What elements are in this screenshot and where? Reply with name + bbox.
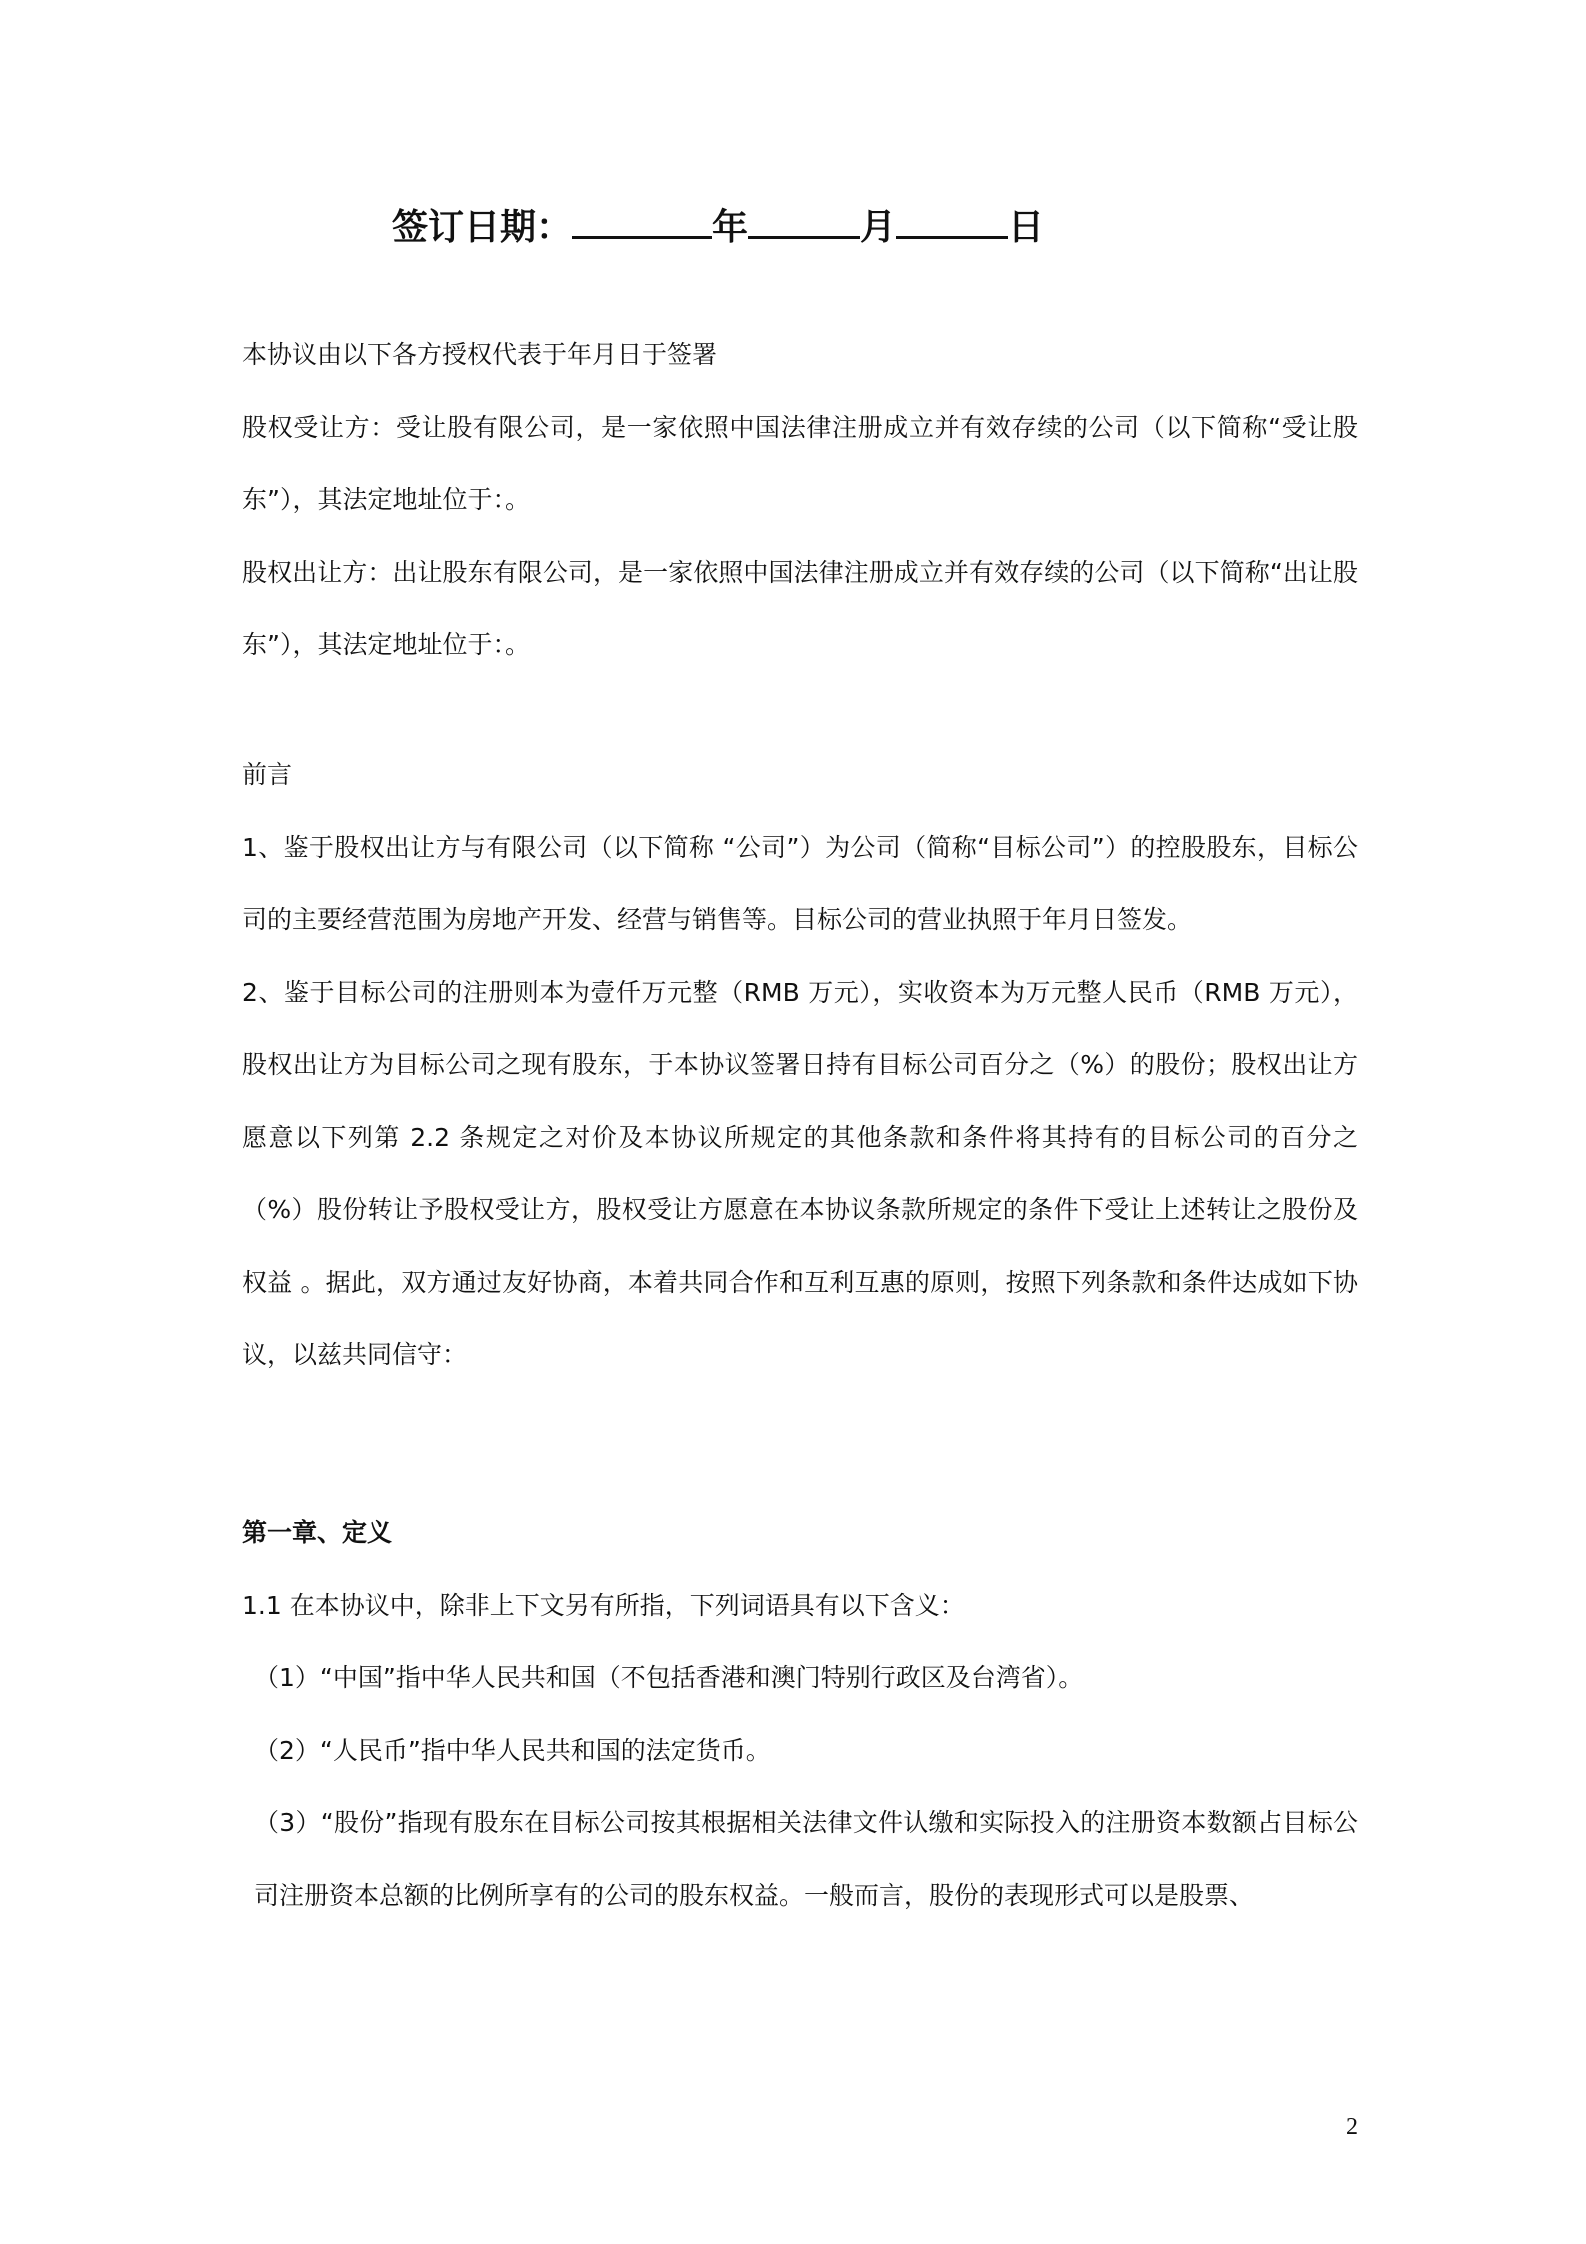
month-blank bbox=[748, 196, 860, 239]
clause-1-1: 1.1 在本协议中，除非上下文另有所指，下列词语具有以下含义： bbox=[242, 1590, 965, 1620]
intro-section bbox=[242, 319, 1358, 682]
chapter-1-heading: 第一章、定义 bbox=[242, 1518, 393, 1547]
definition-shares: （3）“股份”指现有股东在目标公司按其根据相关法律文件认缴和实际投入的注册资本数额占目标公司注册资本总额的比例所享有的公司的股东权益。一般而言，股份的表现形式可以是股票、 bbox=[254, 1808, 1358, 1910]
preamble-clause-2: 2、鉴于目标公司的注册则本为壹仟万元整（RMB 万元），实收资本为万元整人民币（RMB 万元），股权出让方为目标公司之现有股东，于本协议签署日持有目标公司百分之（%）的股份；股权出让方愿意以下列第 2.2 条规定之对价及本协议所规定的其他条款和条件将其持有的目标公司的百分之（%）股份转让予股权受让方，股权受让方愿意在本协议条款所规定的条件下受让上述转让之股份及权益 。据此，双方通过友好协商，本着共同合作和互利互惠的原则，按照下列条款和条件达成如下协议，以兹共同信守： bbox=[242, 977, 1358, 1369]
month-label: 月 bbox=[860, 207, 897, 248]
transferee-party: 股权受让方：受让股有限公司，是一家依照中国法律注册成立并有效存续的公司（以下简称“受让股东”），其法定地址位于：。 bbox=[242, 412, 1358, 514]
preamble-clause-1: 1、鉴于股权出让方与有限公司（以下简称 “公司”）为公司（简称“目标公司”）的控股股东，目标公司的主要经营范围为房地产开发、经营与销售等。目标公司的营业执照于年月日签发。 bbox=[242, 832, 1358, 934]
signing-date-title bbox=[392, 196, 1044, 258]
signing-date-label: 签订日期： bbox=[392, 207, 573, 248]
year-label: 年 bbox=[712, 207, 749, 248]
transferor-party: 股权出让方：出让股东有限公司，是一家依照中国法律注册成立并有效存续的公司（以下简称“出让股东”），其法定地址位于：。 bbox=[242, 557, 1358, 659]
definition-rmb: （2）“人民币”指中华人民共和国的法定货币。 bbox=[254, 1735, 771, 1765]
preamble-section bbox=[242, 739, 1358, 1392]
day-blank bbox=[896, 196, 1008, 239]
definition-china: （1）“中国”指中华人民共和国（不包括香港和澳门特别行政区及台湾省）。 bbox=[254, 1663, 1084, 1692]
preamble-heading: 前言 bbox=[242, 760, 293, 789]
page-number: 2 bbox=[1346, 2114, 1358, 2140]
day-label: 日 bbox=[1008, 207, 1045, 248]
chapter-1-section bbox=[242, 1497, 1358, 1932]
year-blank bbox=[572, 196, 712, 239]
signing-statement: 本协议由以下各方授权代表于年月日于签署 bbox=[242, 340, 718, 369]
